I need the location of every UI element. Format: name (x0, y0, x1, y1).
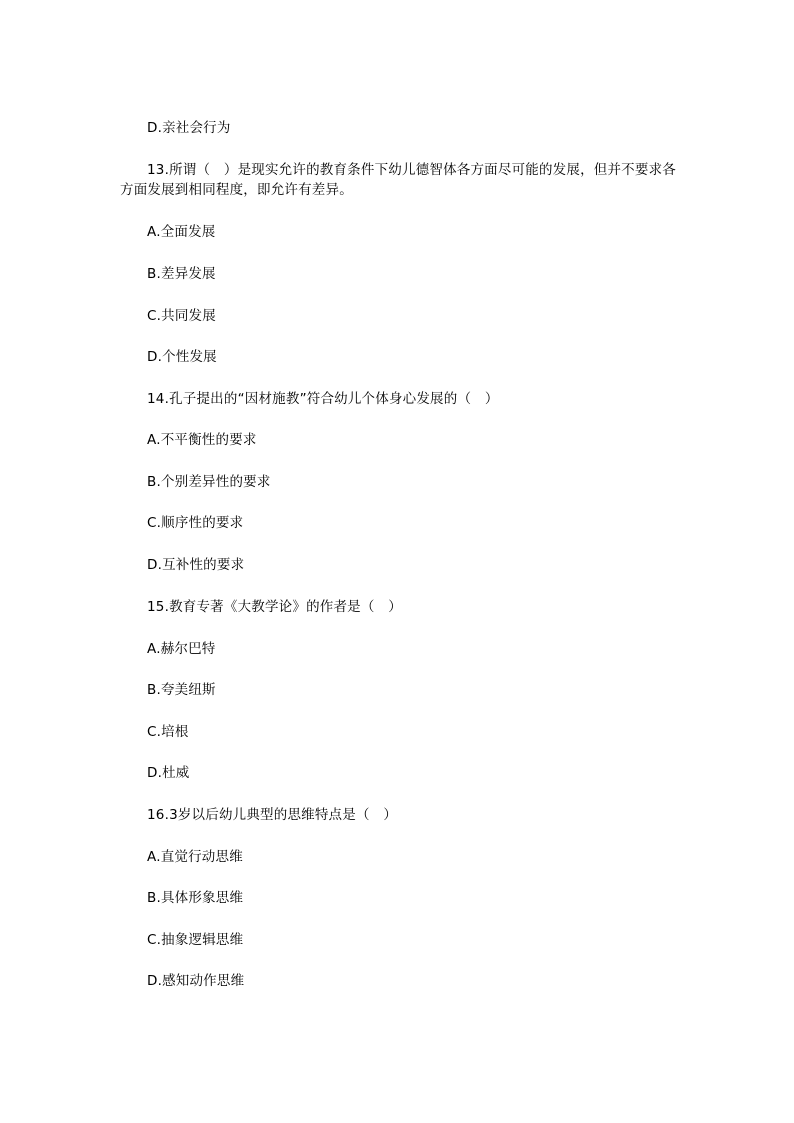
option-14d: D.互补性的要求 (147, 557, 245, 573)
question-16: 16.3岁以后幼儿典型的思维特点是（ ） (147, 807, 398, 823)
option-16b: B.具体形象思维 (147, 890, 244, 906)
option-13b: B.差异发展 (147, 266, 216, 282)
question-14: 14.孔子提出的“因材施教”符合幼儿个体身心发展的（ ） (147, 391, 499, 407)
option-14b: B.个别差异性的要求 (147, 474, 271, 490)
option-15a: A.赫尔巴特 (147, 641, 216, 657)
option-15b: B.夸美纽斯 (147, 682, 216, 698)
option-13c: C.共同发展 (147, 308, 216, 324)
option-15c: C.培根 (147, 724, 189, 740)
option-13a: A.全面发展 (147, 224, 216, 240)
option-16d: D.感知动作思维 (147, 973, 245, 989)
option-12d: D.亲社会行为 (147, 120, 231, 136)
option-16a: A.直觉行动思维 (147, 849, 243, 865)
option-16c: C.抽象逻辑思维 (147, 932, 244, 948)
question-15: 15.教育专著《大教学论》的作者是（ ） (147, 599, 402, 615)
question-13: 13.所谓（ ）是现实允许的教育条件下幼儿德智体各方面尽可能的发展，但并不要求各方面发展到相同程度，即允许有差异。 (120, 162, 676, 198)
option-15d: D.杜威 (147, 765, 190, 781)
option-14c: C.顺序性的要求 (147, 515, 244, 531)
option-13d: D.个性发展 (147, 349, 217, 365)
option-14a: A.不平衡性的要求 (147, 432, 257, 448)
